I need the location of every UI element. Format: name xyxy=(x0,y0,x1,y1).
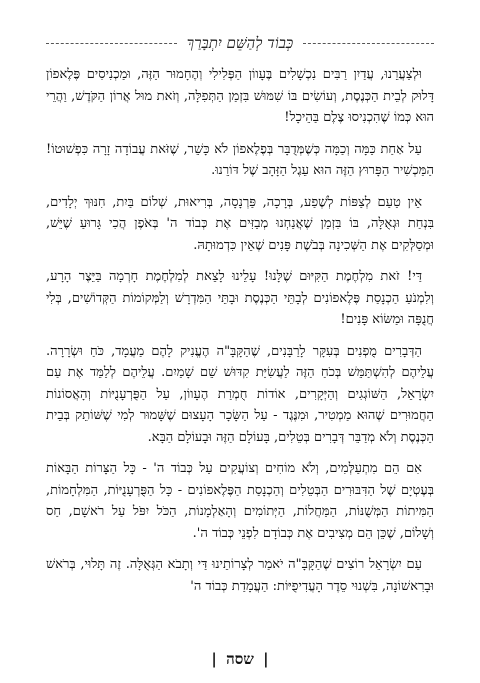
paragraph: אֵין טַעַם לְצַפּוֹת לְשֶׁפַע, בְּרָכָה, פַּרְנָסָה, בְּרִיאוּת, שְׁלוֹם בַּיִת, חִנּוּךְ יְלָדִים, בִּנְחַת וּגְאֻלָּה, בּוֹ בִּזְמַן שֶׁאֲנַחְנוּ מְבַזִּים אֶת כְּבוֹד ה' בְּאֹפֶן הֲכִי גָּרוּעַ שֶׁיֵּשׁ, וּמְסַלְּקִים אֶת הַשְּׁכִינָה בְּבֹשֶׁת פָּנִים שֶׁאֵין כִּדְמוּתָהּ. xyxy=(46,194,434,253)
paragraph: עַל אַחַת כַּמָּה וְכַמָּה כְּשֶׁמְּדֻבָּר בְּפֶלֶאפוֹן לֹא כָּשֵׁר, שֶׁזֹּאת עֲבוֹדָה זָרָה כִּפְשׁוּטוֹ! הַמַּכְשִׁיר הַפָּרוּץ הַזֶּה הוּא עֵגֶל הַזָּהָב שֶׁל דּוֹרֵנוּ. xyxy=(46,141,434,178)
paragraph: דַּי! זֹאת מִלְחֶמֶת הַקִּיּוּם שֶׁלָּנוּ! עָלֵינוּ לָצֵאת לְמִלְחֶמֶת חָרְמָה בַּיֵּצֶר הָרָע, וְלִמְנֹעַ הַכְנָסַת פֶּלֶאפוֹנִים לְבָתֵּי הַכְּנֶסֶת וּבָתֵּי הַמִּדְרָשׁ וְלַמְּקוֹמוֹת הַקְּדוֹשִׁים, בְּלִי חֲנֻפָּה וּמַשּׂוֹא פָּנִים! xyxy=(46,269,434,327)
header-rule-right xyxy=(303,43,434,44)
paragraph: אִם הֵם מִתְעַלְּמִים, וְלֹא מוֹחִים וְצוֹעֲקִים עַל כְּבוֹד ה' - כָּל הַצָּרוֹת הַבָּאוֹת בְּעֶטְיָם שֶׁל הַדִּבּוּרִים הַבְּטֵלִים וְהַכְנָסַת הַפֶּלֶאפוֹנִים - כָּל הַפֻּרְעָנֻיּוֹת, הַמִּלְחָמוֹת, הַמִּיתוֹת הַמְּשֻׁנּוֹת, הַמַּחֲלוֹת, הַיְּתוֹמִים וְהָאַלְמָנוֹת, הַכֹּל יִפֹּל עַל רֹאשָׁם, חַס וְשָׁלוֹם, שֶׁכֵּן הֵם מְצִיבִים אֶת כְּבוֹדָם לִפְנֵי כְּבוֹד ה'. xyxy=(46,461,434,541)
paragraph: וּלְצַעֲרֵנוּ, עֲדַיִן רַבִּים נִכְשָׁלִים בֶּעָווֹן הַפְּלִילִי וְהֶחָמוּר הַזֶּה, וּמַכְנִיסִים פֶּלֶאפוֹן דָּלוּק לְבֵית הַכְּנֶסֶת, וְעוֹשִׂים בּוֹ שִׁמּוּשׁ בִּזְמַן הַתְּפִלָּה, וְזֹאת מוּל אֲרוֹן הַקֹּדֶשׁ, וַהֲרֵי הוּא כְּמוֹ שֶׁהִכְנִיסוּ צֶלֶם בַּהֵיכָל! xyxy=(46,67,434,125)
page-number: שסה xyxy=(226,650,254,668)
footer-bar-right: | xyxy=(263,650,269,668)
header-title: כְּבוֹד לְהַשֵּׁם יִתְבָּרַךְ xyxy=(186,34,294,52)
paragraph: עַם יִשְׂרָאֵל רוֹצִים שֶׁהַקָּבָּ"ה יֹאמַר לְצָרוֹתֵינוּ דַּי וְתָבֹא הַגְּאֻלָּה. זֶה תָּלוּי, בְּרֹאשׁ וּבָרִאשׁוֹנָה, בִּשְׁנוּי סֵדֶר הָעֲדִיפֻיּוֹת: הַעֲמָדַת כְּבוֹד ה' xyxy=(46,557,434,594)
page-footer xyxy=(0,650,480,669)
running-header xyxy=(46,34,434,53)
header-rule-left xyxy=(46,43,177,44)
paragraph: הַדְּבָרִים מֻפְנִים בְּעִקָּר לָרַבָּנִים, שֶׁהַקָּבָּ"ה הֶעֱנִיק לָהֶם מַעֲמָד, כֹּחַ וּשְׂרָרָה. עֲלֵיהֶם לְהִשְׁתַּמֵּשׁ בְּכֹחַ הַזֶּה לַעֲשִׂיַּת קִדּוּשׁ שֵׁם שָׁמַיִם. עֲלֵיהֶם לְלַמֵּד אֶת עַם יִשְׂרָאֵל, הַשּׁוֹגְגִים וְהַיְּקָרִים, אוֹדוֹת חֻמְרַת הֶעָווֹן, עַל הַפֻּרְעָנֻיּוֹת וְהָאֲסוֹנוֹת הַחֲמוּרִים שֶׁהוּא מַמְטִיר, וּמִנֶּגֶד - עַל הַשָּׂכָר הָעָצוּם שֶׁשָּׁמוּר לְמִי שֶׁשּׁוֹתֵק בְּבֵית הַכְּנֶסֶת וְלֹא מְדַבֵּר דְּבָרִים בְּטֵלִים, בָּעוֹלָם הַזֶּה וּבָעוֹלָם הַבָּא. xyxy=(46,343,434,445)
footer-bar-left: | xyxy=(211,650,217,668)
body-text xyxy=(46,64,434,607)
